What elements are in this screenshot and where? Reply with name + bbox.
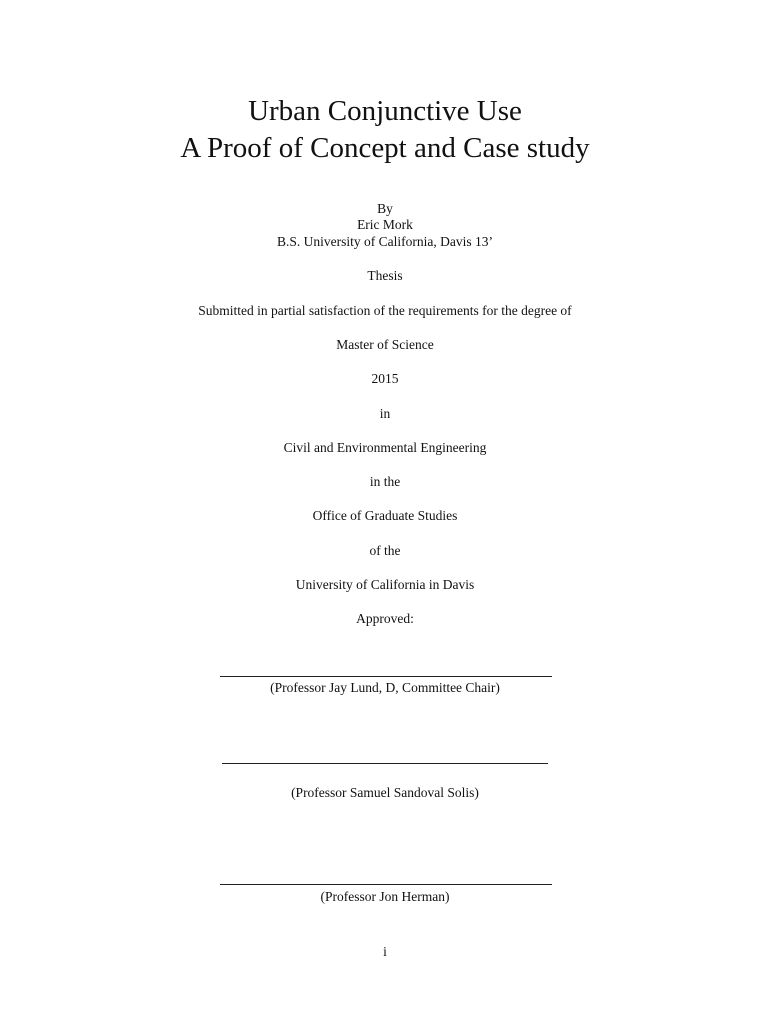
degree-year: 2015	[371, 371, 399, 386]
signatory-member-1: (Professor Samuel Sandoval Solis)	[291, 785, 479, 800]
thesis-title-line-1: Urban Conjunctive Use	[248, 95, 522, 127]
approved-label: Approved:	[356, 611, 414, 626]
signatory-member-2: (Professor Jon Herman)	[320, 889, 450, 904]
signatory-chair: (Professor Jay Lund, D, Committee Chair)	[270, 680, 500, 695]
in-the-label: in the	[369, 474, 401, 489]
signature-line-member-2	[220, 884, 552, 885]
signature-line-chair	[220, 676, 552, 677]
page-number: i	[383, 944, 387, 959]
field-of-study: Civil and Environmental Engineering	[283, 440, 487, 455]
submission-statement: Submitted in partial satisfaction of the requirements for the degree of	[198, 303, 572, 318]
university-name: University of California in Davis	[295, 577, 475, 592]
degree-name: Master of Science	[336, 337, 434, 352]
graduate-office: Office of Graduate Studies	[312, 508, 458, 523]
in-label: in	[379, 406, 391, 421]
document-type: Thesis	[367, 268, 403, 283]
thesis-title-line-2: A Proof of Concept and Case study	[180, 132, 590, 164]
of-the-label: of the	[369, 543, 401, 558]
author-name: Eric Mork	[357, 217, 413, 232]
by-label: By	[377, 201, 393, 216]
signature-line-member-1	[222, 763, 548, 764]
author-prior-degree: B.S. University of California, Davis 13’	[277, 234, 493, 249]
